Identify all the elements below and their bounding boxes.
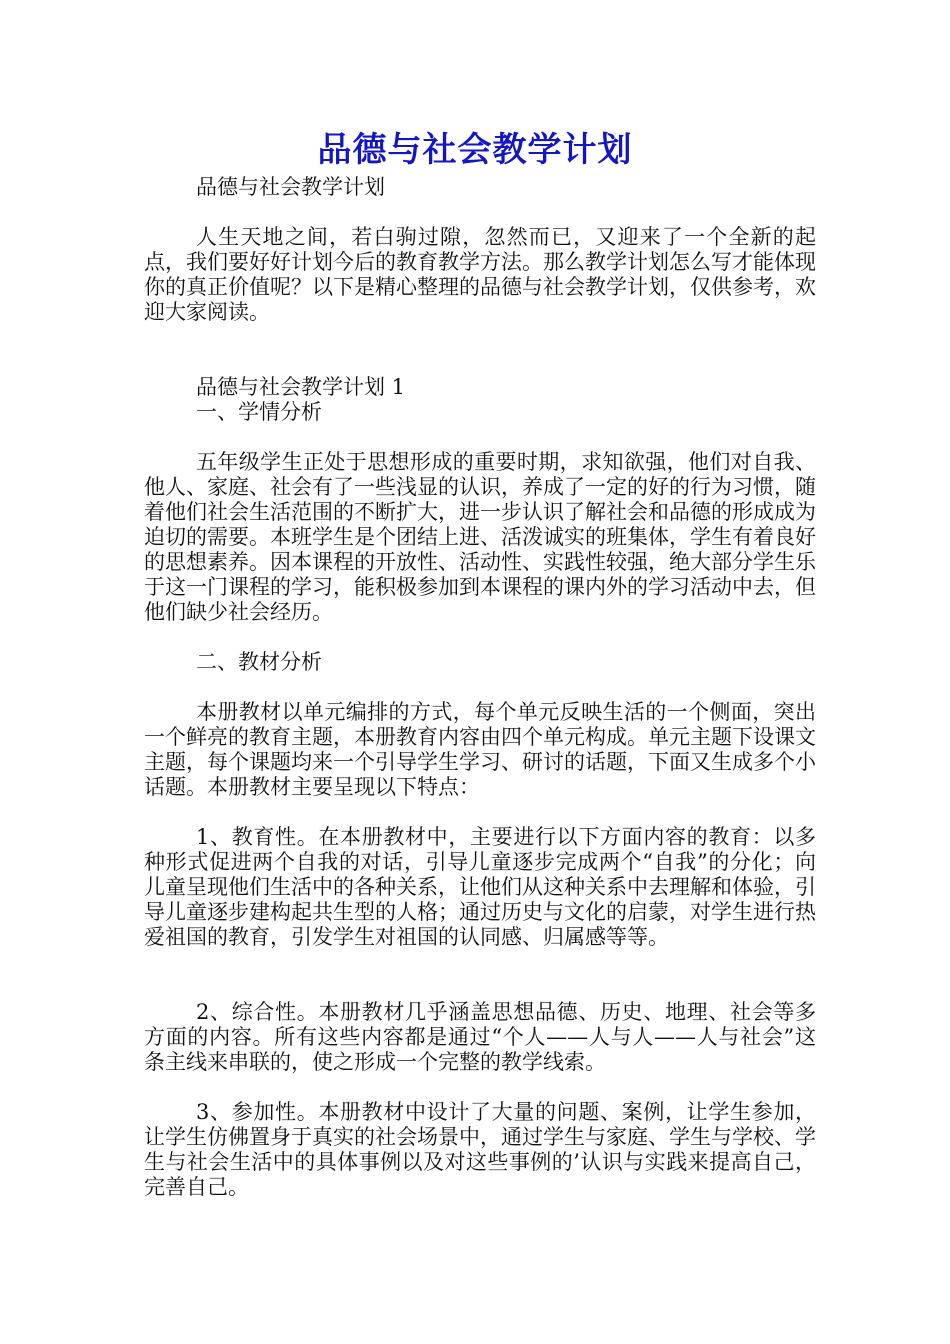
point-paragraph-participation: 3、参加性。本册教材中设计了大量的问题、案例，让学生参加，让学生仿佛置身于真实的社会场景中，通过学生与家庭、学生与学校、学生与社会生活中的具体事例以及对这些事例的’认识与实践来提高自己，完善自己。 (144, 1100, 816, 1199)
section-paragraph-textbook-analysis: 本册教材以单元编排的方式，每个单元反映生活的一个侧面，突出一个鲜亮的教育主题，本册教育内容由四个单元构成。单元主题下设课文主题，每个课题均来一个引导学生学习、研讨的话题，下面又生成多个小话题。本册教材主要呈现以下特点： (144, 700, 816, 799)
intro-paragraph: 人生天地之间，若白驹过隙，忽然而已，又迎来了一个全新的起点，我们要好好计划今后的教育教学方法。那么教学计划怎么写才能体现你的真正价值呢？以下是精心整理的品德与社会教学计划，仅供参考，欢迎大家阅读。 (144, 225, 816, 324)
point-paragraph-comprehensive: 2、综合性。本册教材几乎涵盖思想品德、历史、地理、社会等多方面的内容。所有这些内容都是通过“个人——人与人——人与社会”这条主线来串联的，使之形成一个完整的教学线索。 (144, 1000, 816, 1074)
section-heading-textbook-analysis: 二、教材分析 (196, 650, 322, 674)
plan-heading: 品德与社会教学计划 1 (196, 375, 406, 399)
document-subtitle: 品德与社会教学计划 (196, 175, 385, 199)
point-paragraph-educational: 1、教育性。在本册教材中，主要进行以下方面内容的教育：以多种形式促进两个自我的对话，引导儿童逐步完成两个“自我”的分化；向儿童呈现他们生活中的各种关系，让他们从这种关系中去理解和体验，引导儿童逐步建构起共生型的人格；通过历史与文化的启蒙，对学生进行热爱祖国的教育，引发学生对祖国的认同感、归属感等等。 (144, 825, 816, 949)
section-paragraph-learning-analysis: 五年级学生正处于思想形成的重要时期，求知欲强，他们对自我、他人、家庭、社会有了一些浅显的认识，养成了一定的好的行为习惯，随着他们社会生活范围的不断扩大，进一步认识了解社会和品德的形成成为迫切的需要。本班学生是个团结上进、活泼诚实的班集体，学生有着良好的思想素养。因本课程的开放性、活动性、实践性较强，绝大部分学生乐于这一门课程的学习，能积极参加到本课程的课内外的学习活动中去，但他们缺少社会经历。 (144, 450, 816, 624)
document-title: 品德与社会教学计划 (317, 130, 633, 170)
section-heading-learning-analysis: 一、学情分析 (196, 400, 322, 424)
